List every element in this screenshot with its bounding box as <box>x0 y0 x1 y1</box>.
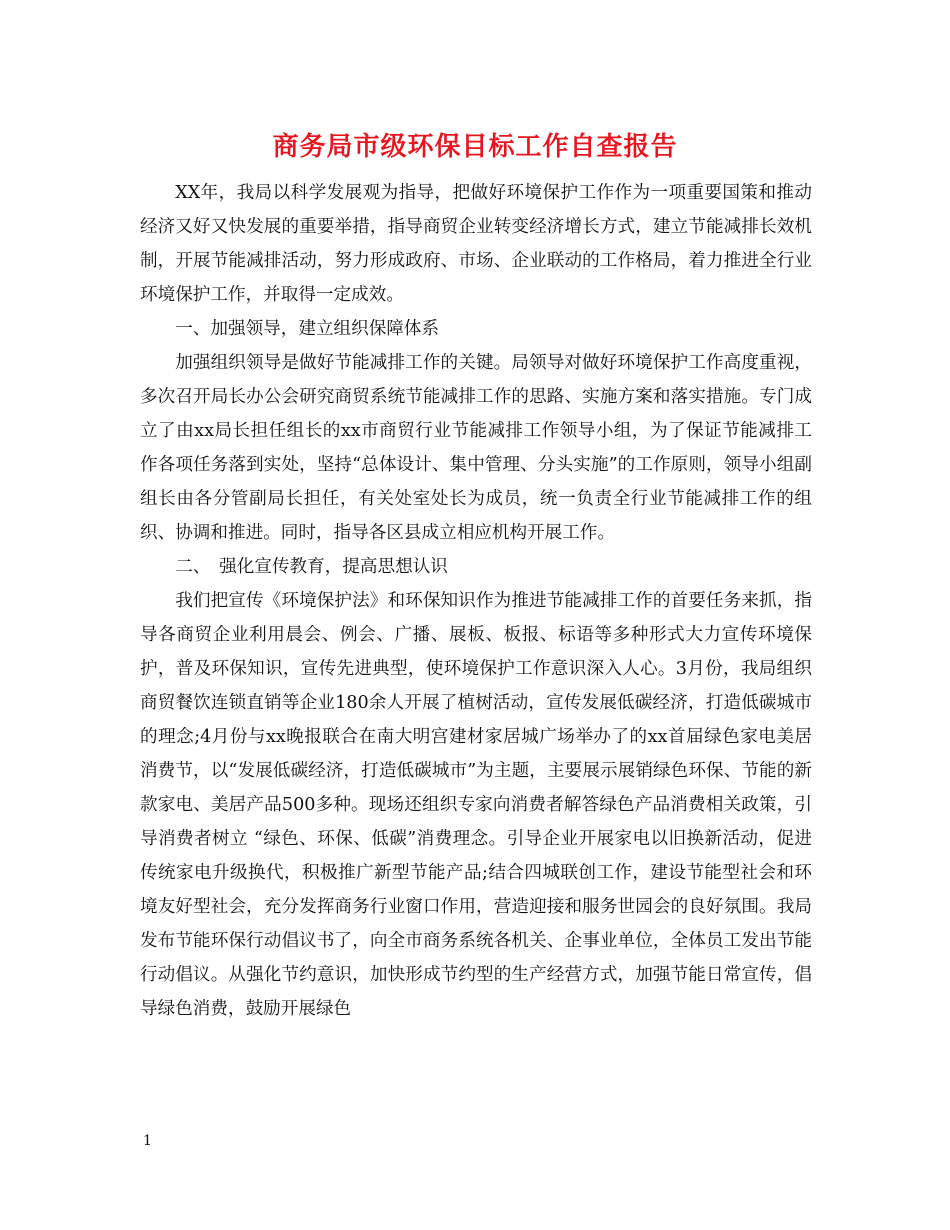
paragraph-section-1: 加强组织领导是做好节能减排工作的关键。局领导对做好环境保护工作高度重视，多次召开局长办公会研究商贸系统节能减排工作的思路、实施方案和落实措施。专门成立了由xx局长担任组长的xx市商贸行业节能减排工作领导小组，为了保证节能减排工作各项任务落到实处，坚持“总体设计、集中管理、分头实施”的工作原则，领导小组副组长由各分管副局长担任，有关处室处长为成员，统一负责全行业节能减排工作的组织、协调和推进。同时，指导各区县成立相应机构开展工作。 <box>140 353 812 543</box>
section-heading-1: 一、加强领导，建立组织保障体系 <box>175 319 440 339</box>
document-body <box>140 176 812 1026</box>
document-title: 商务局市级环保目标工作自查报告 <box>272 132 678 162</box>
paragraph-section-2: 我们把宣传《环境保护法》和环保知识作为推进节能减排工作的首要任务来抓，指导各商贸企业利用晨会、例会、广播、展板、板报、标语等多种形式大力宣传环境保护，普及环保知识，宣传先进典型，使环境保护工作意识深入人心。3月份，我局组织商贸餐饮连锁直销等企业180余人开展了植树活动，宣传发展低碳经济，打造低碳城市的理念;4月份与xx晚报联合在南大明宫建材家居城广场举办了的xx首届绿色家电美居消费节，以“发展低碳经济，打造低碳城市”为主题，主要展示展销绿色环保、节能的新款家电、美居产品500多种。现场还组织专家向消费者解答绿色产品消费相关政策，引导消费者树立 “绿色、环保、低碳”消费理念。引导企业开展家电以旧换新活动，促进传统家电升级换代，积极推广新型节能产品;结合四城联创工作，建设节能型社会和环境友好型社会，充分发挥商务行业窗口作用，营造迎接和服务世园会的良好氛围。我局发布节能环保行动倡议书了，向全市商务系统各机关、企事业单位，全体员工发出节能行动倡议。从强化节约意识，加快形成节约型的生产经营方式，加强节能日常宣传，倡导绿色消费，鼓励开展绿色 <box>140 591 812 1019</box>
page-number: 1 <box>143 1133 152 1149</box>
section-heading-2: 二、 强化宣传教育，提高思想认识 <box>175 557 448 577</box>
paragraph-intro: XX年，我局以科学发展观为指导，把做好环境保护工作作为一项重要国策和推动经济又好又快发展的重要举措，指导商贸企业转变经济增长方式，建立节能减排长效机制，开展节能减排活动，努力形成政府、市场、企业联动的工作格局，着力推进全行业环境保护工作，并取得一定成效。 <box>140 183 812 305</box>
